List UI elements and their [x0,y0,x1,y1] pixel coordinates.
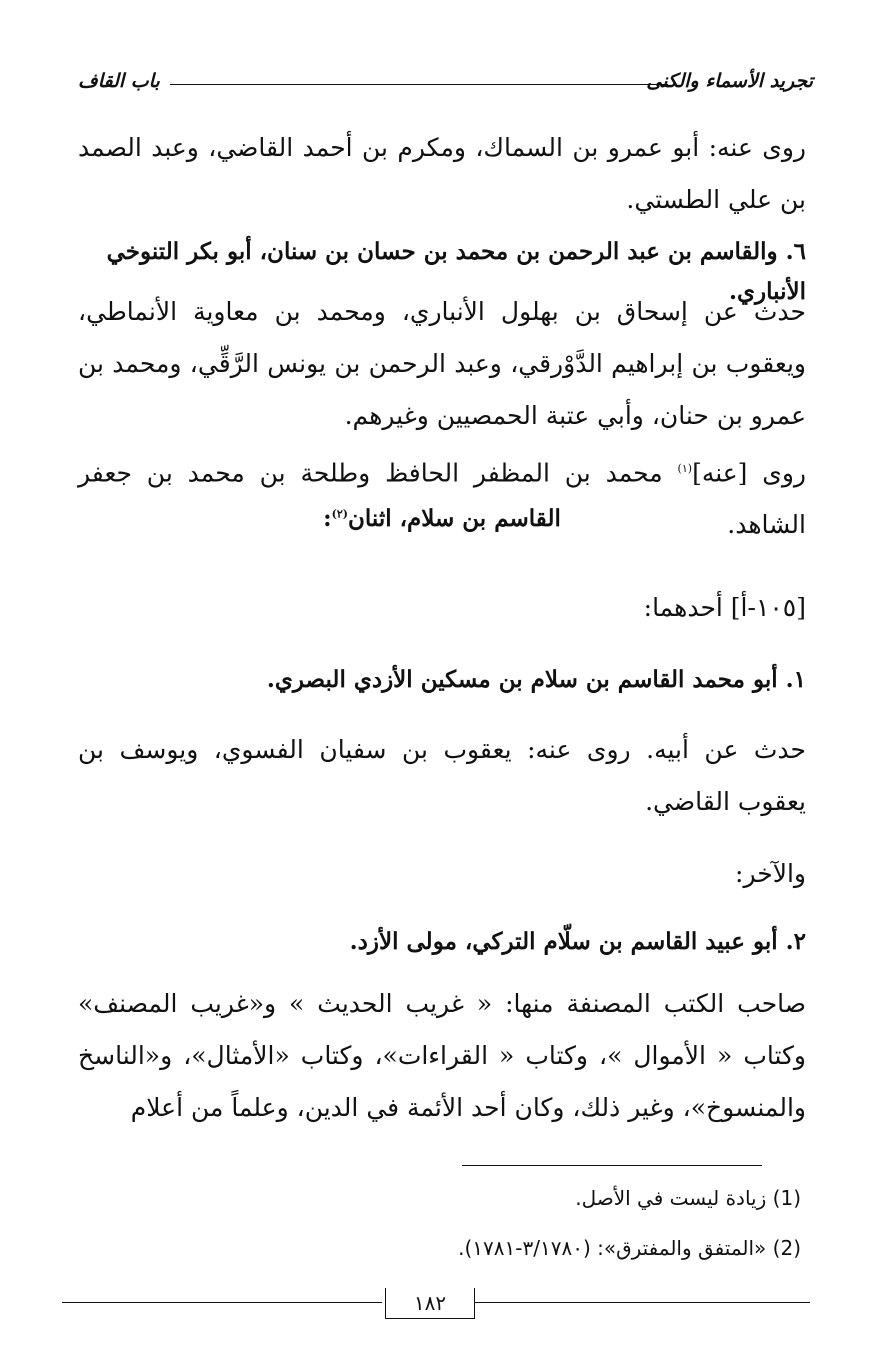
body-paragraph-7 [78,978,806,1134]
footnote-rule [462,1165,762,1166]
body-paragraph-5 [78,724,806,828]
paragraph: حدث عن أبيه. روى عنه: يعقوب بن سفيان الفسوي، ويوسف بن يعقوب القاضي. [78,735,806,816]
section-heading [78,505,806,532]
body-paragraph-4 [78,582,806,634]
body-paragraph-1 [78,122,806,226]
paragraph [78,443,806,551]
book-title: تجريد الأسماء والكنى [646,70,813,92]
body-paragraph-2 [78,286,806,442]
entry-heading-2 [78,922,806,962]
paragraph: حدث عن إسحاق بن بهلول الأنباري، ومحمد بن معاوية الأنماطي، ويعقوب بن إبراهيم الدَّوْرقي، وعبد الرحمن بن يونس الرَّقِّي، ومحمد بن عمرو بن حنان، وأبي عتبة الحمصيين وغيرهم. [78,297,806,430]
body-paragraph-3 [78,443,806,551]
entry-heading: ٢. أبو عبيد القاسم بن سلّام التركي، مولى الأزد. [349,928,806,955]
running-header [78,70,813,96]
entry-heading: ١. أبو محمد القاسم بن سلام بن مسكين الأزدي البصري. [266,666,806,693]
footnote-ref-2: (٢) [331,507,348,521]
paragraph: والآخر: [735,859,806,888]
paragraph: روى عنه: أبو عمرو بن السماك، ومكرم بن أحمد القاضي، وعبد الصمد بن علي الطستي. [78,133,806,214]
footnote-2: (2) «المتفق والمفترق»: (٣/١٧٨٠-١٧٨١). [458,1236,801,1260]
bottom-rule-left [62,1302,382,1303]
body-paragraph-6 [78,848,806,900]
paragraph: [١٠٥-أ] أحدهما: [643,593,806,622]
bottom-rule-right [475,1302,810,1303]
heading-text: القاسم بن سلام، اثنان [348,505,561,532]
footnote-1: (1) زيادة ليست في الأصل. [575,1186,801,1210]
paragraph: صاحب الكتب المصنفة منها: « غريب الحديث » و«غريب المصنف» وكتاب « الأموال »، وكتاب « القراءات»، وكتاب «الأمثال»، و«الناسخ والمنسوخ»، وغير ذلك، وكان أحد الأئمة في الدين، وعلماً من أعلام [78,989,806,1122]
section-title: باب القاف [78,70,160,92]
entry-heading-1 [78,660,806,700]
footnote-ref-1: (١) [677,462,693,475]
text-after: محمد بن المظفر الحافظ وطلحة بن محمد بن جعفر الشاهد. [78,458,806,540]
header-rule [170,84,668,85]
entry-heading: ٦. والقاسم بن عبد الرحمن بن محمد بن حسان بن سنان، أبو بكر التنوخي الأنباري. [106,238,806,305]
page-number: ١٨٢ [385,1288,475,1319]
heading-colon: : [323,505,332,532]
centered-heading [78,505,806,532]
text-before: روى [عنه] [692,458,806,488]
